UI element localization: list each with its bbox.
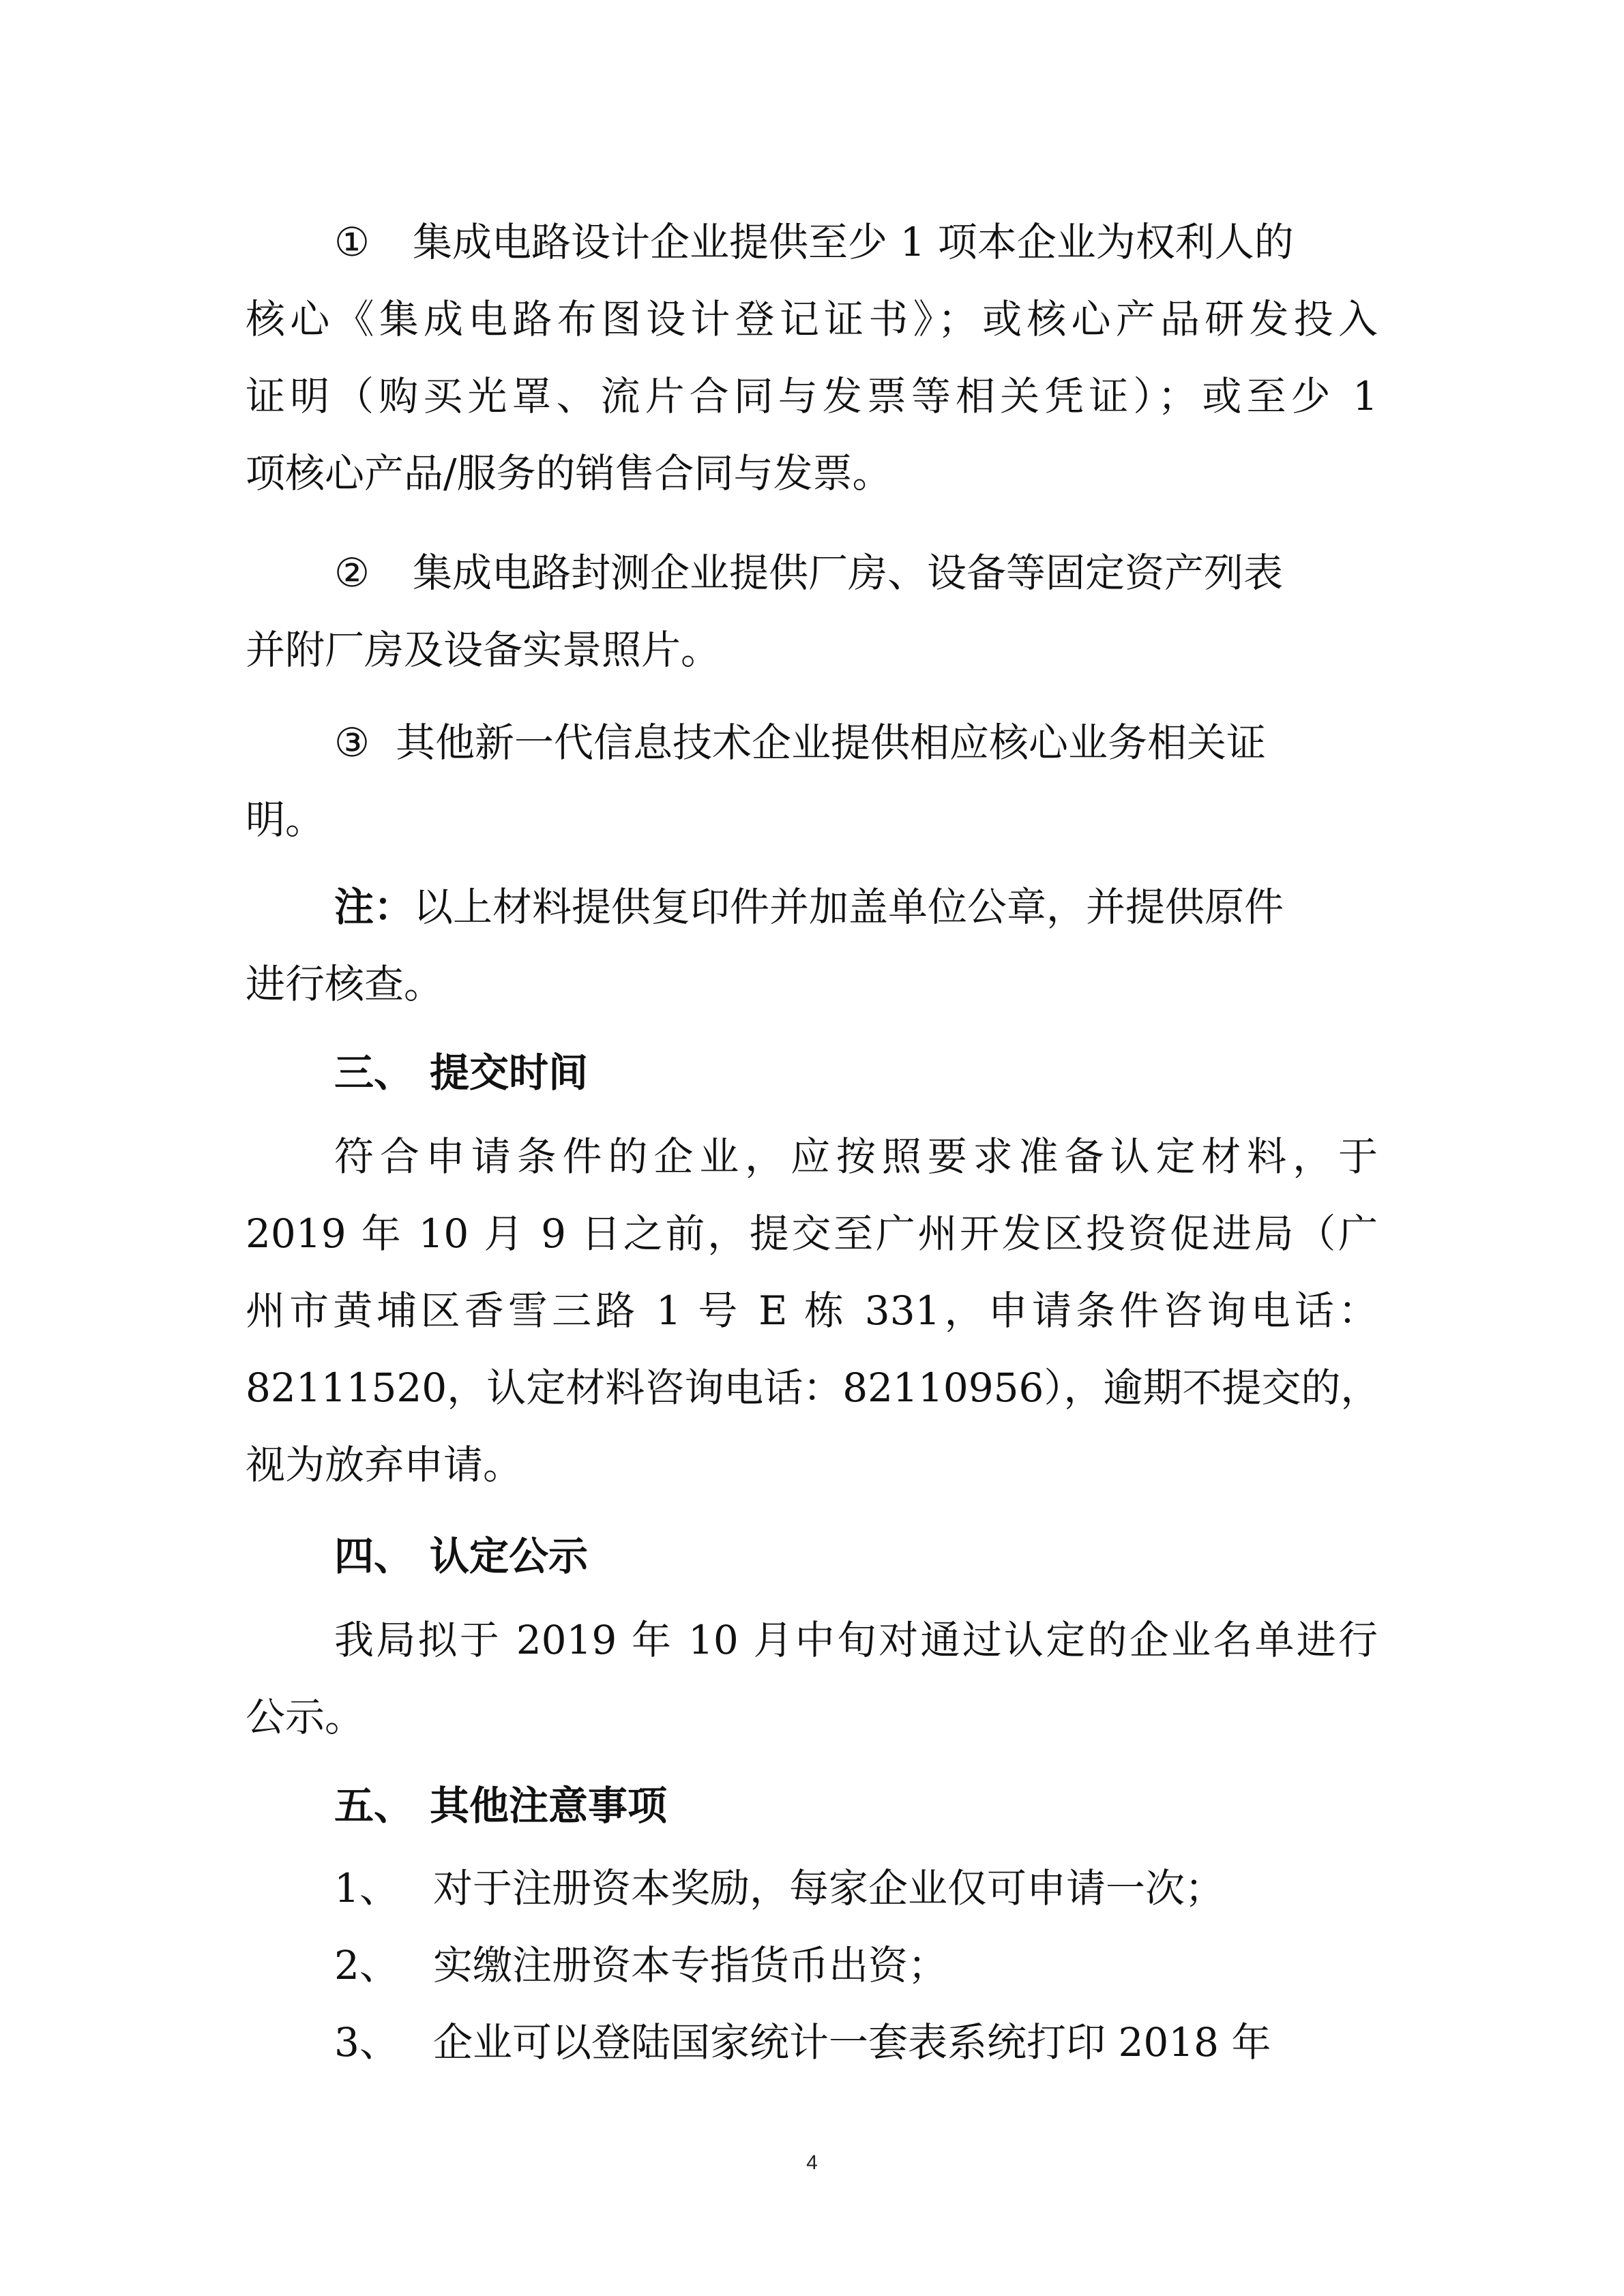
- page-number: 4: [806, 2151, 818, 2174]
- section-3-line-4: 82111520，认定材料咨询电话：82110956），逾期不提交的，: [246, 1365, 1381, 1411]
- item-3-first-line: [334, 709, 1378, 777]
- list-item-2-text: 实缴注册资本专指货币出资；: [433, 1942, 948, 1988]
- list-item-3-text: 企业可以登陆国家统计一套表系统打印 2018 年: [433, 2019, 1271, 2066]
- section-3-number: 三、: [334, 1049, 414, 1096]
- note-first-line: [334, 873, 1378, 941]
- section-4-line-2: 公示。: [246, 1694, 365, 1740]
- note-label: 注：: [334, 884, 414, 930]
- list-item-2-number: 2、: [334, 1942, 399, 1988]
- section-3-line-1: 符合申请条件的企业，应按照要求准备认定材料，于: [334, 1133, 1378, 1180]
- item-1-line-1: 集成电路设计企业提供至少 1 项本企业为权利人的: [413, 219, 1294, 265]
- item-1-marker: ①: [334, 219, 370, 265]
- item-1-line-2: 核心《集成电路布图设计登记证书》；或核心产品研发投入: [246, 296, 1378, 342]
- item-3-line-1: 其他新一代信息技术企业提供相应核心业务相关证: [396, 719, 1267, 766]
- section-5-title: 其他注意事项: [430, 1783, 668, 1829]
- section-3-line-2: 2019 年 10 月 9 日之前，提交至广州开发区投资促进局（广: [246, 1210, 1378, 1257]
- item-2-marker: ②: [334, 550, 370, 596]
- section-5-list-item-2: [334, 1931, 1378, 1999]
- item-2-line-1: 集成电路封测企业提供厂房、设备等固定资产列表: [413, 550, 1284, 596]
- section-4-title: 认定公示: [430, 1533, 589, 1579]
- list-item-1-text: 对于注册资本奖励，每家企业仅可申请一次；: [433, 1865, 1225, 1911]
- item-3-marker: ③: [334, 719, 370, 766]
- section-3-line-5: 视为放弃申请。: [246, 1442, 523, 1488]
- section-5-heading: [334, 1772, 667, 1840]
- section-3-title: 提交时间: [430, 1049, 589, 1096]
- item-2-first-line: [334, 539, 1378, 607]
- note-line-2: 进行核查。: [246, 961, 444, 1007]
- item-1-line-3: 证明（购买光罩、流片合同与发票等相关凭证）；或至少 1: [246, 373, 1378, 419]
- section-4-heading: [334, 1522, 588, 1590]
- item-1-line-4: 项核心产品/服务的销售合同与发票。: [246, 450, 892, 496]
- item-1-first-line: [334, 208, 1378, 276]
- section-5-number: 五、: [334, 1783, 414, 1829]
- section-4-line-1: 我局拟于 2019 年 10 月中旬对通过认定的企业名单进行: [334, 1617, 1378, 1663]
- section-5-list-item-3: [334, 2008, 1378, 2076]
- section-4-number: 四、: [334, 1533, 414, 1579]
- item-3-line-2: 明。: [246, 796, 325, 843]
- list-item-3-number: 3、: [334, 2019, 399, 2066]
- note-line-1: 以上材料提供复印件并加盖单位公章，并提供原件: [413, 884, 1284, 930]
- item-2-line-2: 并附厂房及设备实景照片。: [246, 627, 721, 673]
- section-3-heading: [334, 1039, 588, 1107]
- list-item-1-number: 1、: [334, 1865, 399, 1911]
- section-3-line-3: 州市黄埔区香雪三路 1 号 E 栋 331，申请条件咨询电话：: [246, 1287, 1378, 1334]
- section-5-list-item-1: [334, 1854, 1378, 1922]
